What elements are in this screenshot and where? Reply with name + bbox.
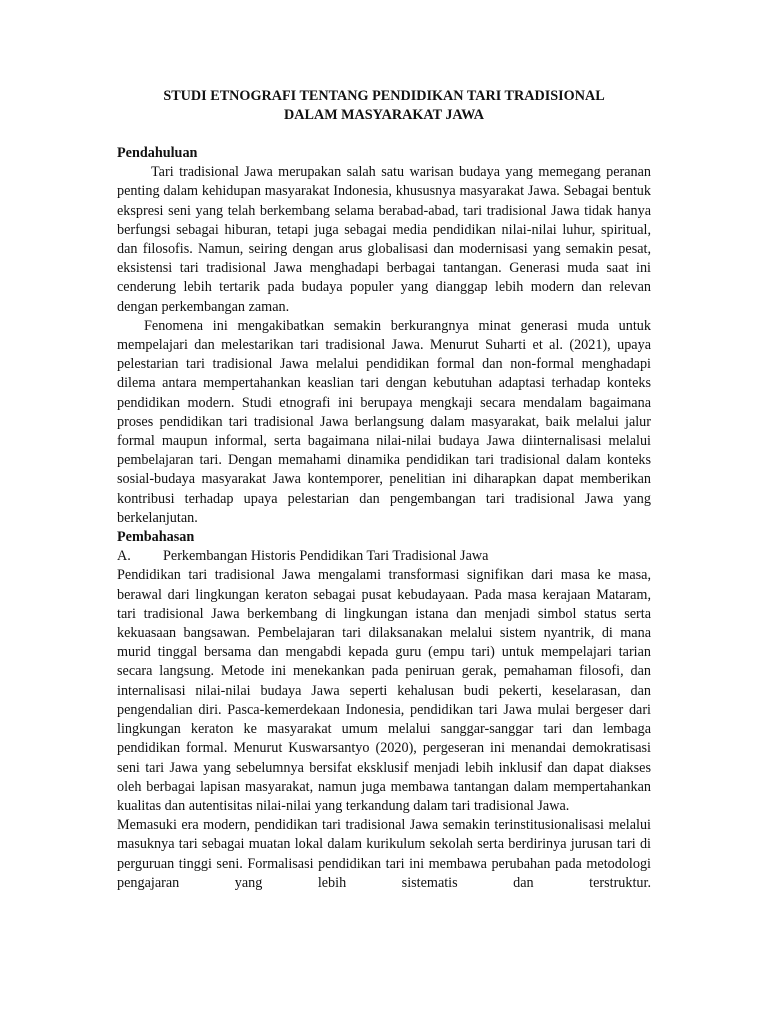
section-heading-pembahasan: Pembahasan bbox=[117, 529, 195, 546]
section-heading-pendahuluan: Pendahuluan bbox=[117, 145, 198, 161]
subsection-number: A. bbox=[117, 548, 131, 565]
title-line-2: DALAM MASYARAKAT JAWA bbox=[284, 107, 484, 123]
subsection-heading-a bbox=[117, 547, 651, 566]
subsection-title: Perkembangan Historis Pendidikan Tari Tradisional Jawa bbox=[163, 548, 489, 565]
document-title bbox=[117, 87, 651, 125]
title-line-1: STUDI ETNOGRAFI TENTANG PENDIDIKAN TARI TRADISIONAL bbox=[163, 88, 605, 104]
paragraph-intro-1: Tari tradisional Jawa merupakan salah satu warisan budaya yang memegang peranan penting dalam kehidupan masyarakat Indonesia, khususnya masyarakat Jawa. Sebagai bentuk ekspresi seni yang telah berkembang selama berabad-abad, tari tradisional Jawa tidak hanya berfungsi sebagai hiburan, tetapi juga sebagai media pendidikan nilai-nilai luhur, spiritual, dan filosofis. Namun, seiring dengan arus globalisasi dan modernisasi yang semakin pesat, eksistensi tari tradisional Jawa menghadapi berbagai tantangan. Generasi muda saat ini cenderung lebih tertarik pada budaya populer yang dianggap lebih modern dan relevan dengan perkembangan zaman. bbox=[117, 164, 651, 315]
paragraph-discussion-1: Pendidikan tari tradisional Jawa mengalami transformasi signifikan dari masa ke masa, berawal dari lingkungan keraton sebagai pusat kebudayaan. Pada masa kerajaan Mataram, tari tradisional Jawa berkembang di lingkungan istana dan menjadi simbol status serta kekuasaan bangsawan. Pembelajaran tari dilaksanakan melalui sistem nyantrik, di mana murid tinggal bersama dan mengabdi kepada guru (empu tari) untuk mempelajari tarian secara langsung. Metode ini menekankan pada peniruan gerak, pemahaman filosofi, dan internalisasi nilai-nilai budaya Jawa seperti kehalusan budi pekerti, keselarasan, dan pengendalian diri. Pasca-kemerdekaan Indonesia, pendidikan tari Jawa mulai bergeser dari lingkungan keraton ke masyarakat umum melalui sanggar-sanggar tari dan lembaga pendidikan formal. Menurut Kuswarsantyo (2020), pergeseran ini menandai demokratisasi seni tari Jawa yang sebelumnya bersifat eksklusif menjadi lebih inklusif dan dapat diakses oleh berbagai lapisan masyarakat, namun juga membawa tantangan dalam mempertahankan kualitas dan autentisitas nilai-nilai yang terkandung dalam tari tradisional Jawa. bbox=[117, 567, 651, 814]
paragraph-discussion-2: Memasuki era modern, pendidikan tari tradisional Jawa semakin terinstitusionalisasi melalui masuknya tari sebagai muatan lokal dalam kurikulum sekolah serta berdirinya jurusan tari di perguruan tinggi seni. Formalisasi pendidikan tari ini membawa perubahan pada metodologi pengajaran yang lebih sistematis dan terstruktur. bbox=[117, 817, 651, 891]
document-body bbox=[117, 87, 651, 893]
paragraph-intro-2: Fenomena ini mengakibatkan semakin berkurangnya minat generasi muda untuk mempelajari dan melestarikan tari tradisional Jawa. Menurut Suharti et al. (2021), upaya pelestarian tari tradisional Jawa melalui pendidikan formal dan non-formal menghadapi dilema antara mempertahankan keaslian tari dengan kebutuhan adaptasi terhadap konteks pendidikan modern. Studi etnografi ini berupaya mengkaji secara mendalam bagaimana proses pendidikan tari tradisional Jawa berlangsung dalam masyarakat, baik melalui jalur formal maupun informal, serta bagaimana nilai-nilai budaya Jawa diinternalisasi melalui pembelajaran tari. Dengan memahami dinamika pendidikan tari tradisional dalam konteks sosial-budaya masyarakat Jawa kontemporer, penelitian ini diharapkan dapat memberikan kontribusi terhadap upaya pelestarian dan pengembangan tari tradisional Jawa yang berkelanjutan. bbox=[117, 317, 651, 526]
